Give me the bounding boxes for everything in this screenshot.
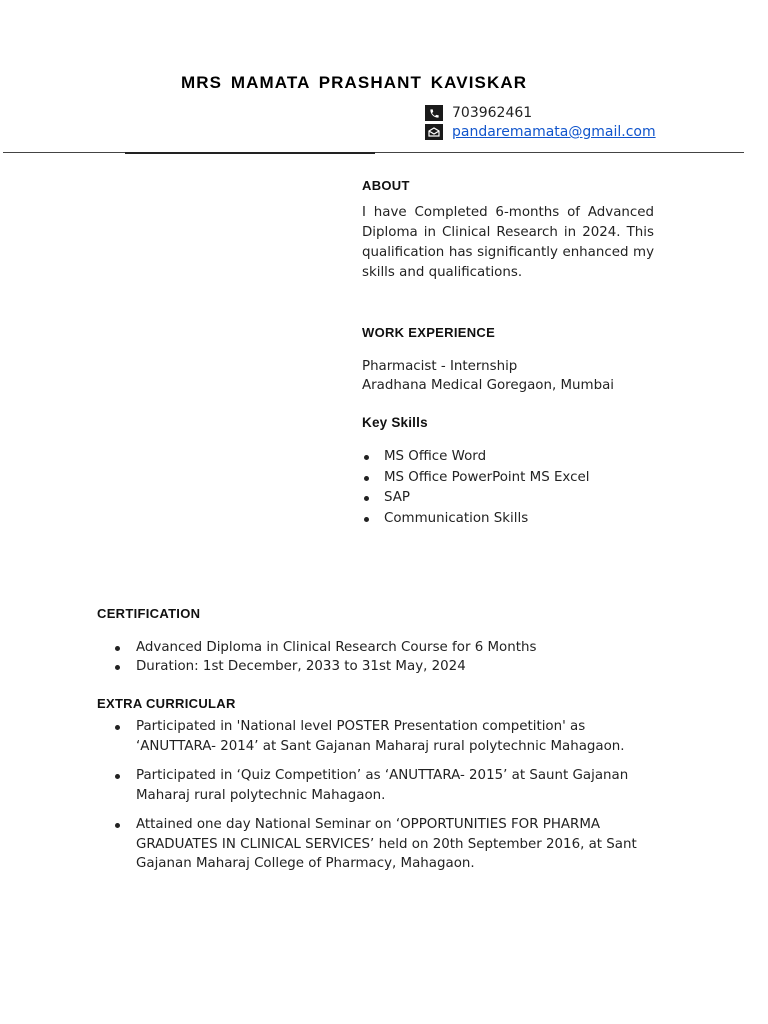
extra-curricular-heading: EXTRA CURRICULAR	[97, 696, 236, 711]
envelope-icon	[425, 124, 443, 140]
work-title: Pharmacist - Internship	[362, 359, 518, 374]
candidate-name: MRS MAMATA PRASHANT KAVISKAR	[181, 73, 528, 92]
list-item	[362, 468, 589, 489]
activity-text: Participated in 'National level POSTER Presentation competition' as ‘ANUTTARA- 2014’ at Sant Gajanan Maharaj rural polytechnic Mahagaon.	[136, 719, 625, 754]
key-skills-heading: Key Skills	[362, 415, 428, 430]
work-experience-block	[362, 357, 614, 395]
activity-text: Attained one day National Seminar on ‘OPPORTUNITIES FOR PHARMA GRADUATES IN CLINICAL SERVICES’ held on 20th September 2016, at Sant Gajanan Maharaj College of Pharmacy, Mahagaon.	[136, 817, 637, 871]
list-item	[362, 509, 589, 530]
certification-text: Advanced Diploma in Clinical Research Course for 6 Months	[136, 640, 537, 655]
bullet	[115, 774, 120, 779]
certification-list	[113, 638, 653, 676]
list-item	[113, 717, 653, 756]
bullet	[364, 455, 369, 460]
bullet	[364, 496, 369, 501]
phone-row	[425, 104, 532, 122]
list-item	[113, 657, 653, 676]
skill-text: MS Office PowerPoint MS Excel	[384, 469, 590, 485]
work-place: Aradhana Medical Goregaon, Mumbai	[362, 378, 614, 393]
certification-heading: CERTIFICATION	[97, 606, 201, 621]
key-skills-list	[362, 447, 589, 529]
list-item	[362, 488, 589, 509]
email-row	[425, 123, 656, 141]
skill-text: Communication Skills	[384, 510, 529, 526]
list-item	[362, 447, 589, 468]
bullet	[115, 665, 120, 670]
list-item	[113, 638, 653, 657]
bullet	[115, 823, 120, 828]
phone-number: 703962461	[452, 105, 533, 121]
skill-text: SAP	[384, 490, 410, 505]
certification-text: Duration: 1st December, 2033 to 31st May, 2024	[136, 659, 466, 674]
bullet	[115, 646, 120, 651]
skill-text: MS Office Word	[384, 449, 487, 464]
about-text: I have Completed 6-months of Advanced Diploma in Clinical Research in 2024. This qualification has significantly enhanced my skills and qualifications.	[362, 205, 654, 280]
bullet	[364, 517, 369, 522]
extra-curricular-list	[113, 717, 653, 884]
bullet	[364, 476, 369, 481]
header-divider-accent	[125, 152, 375, 154]
phone-icon	[425, 105, 443, 121]
activity-text: Participated in ‘Quiz Competition’ as ‘ANUTTARA- 2015’ at Saunt Gajanan Maharaj rural polytechnic Mahagaon.	[136, 768, 629, 803]
list-item	[113, 766, 653, 805]
bullet	[115, 725, 120, 730]
email-link[interactable]: pandaremamata@gmail.com	[452, 124, 656, 140]
list-item	[113, 815, 653, 874]
work-experience-heading: WORK EXPERIENCE	[362, 325, 496, 340]
about-heading: ABOUT	[362, 178, 410, 193]
